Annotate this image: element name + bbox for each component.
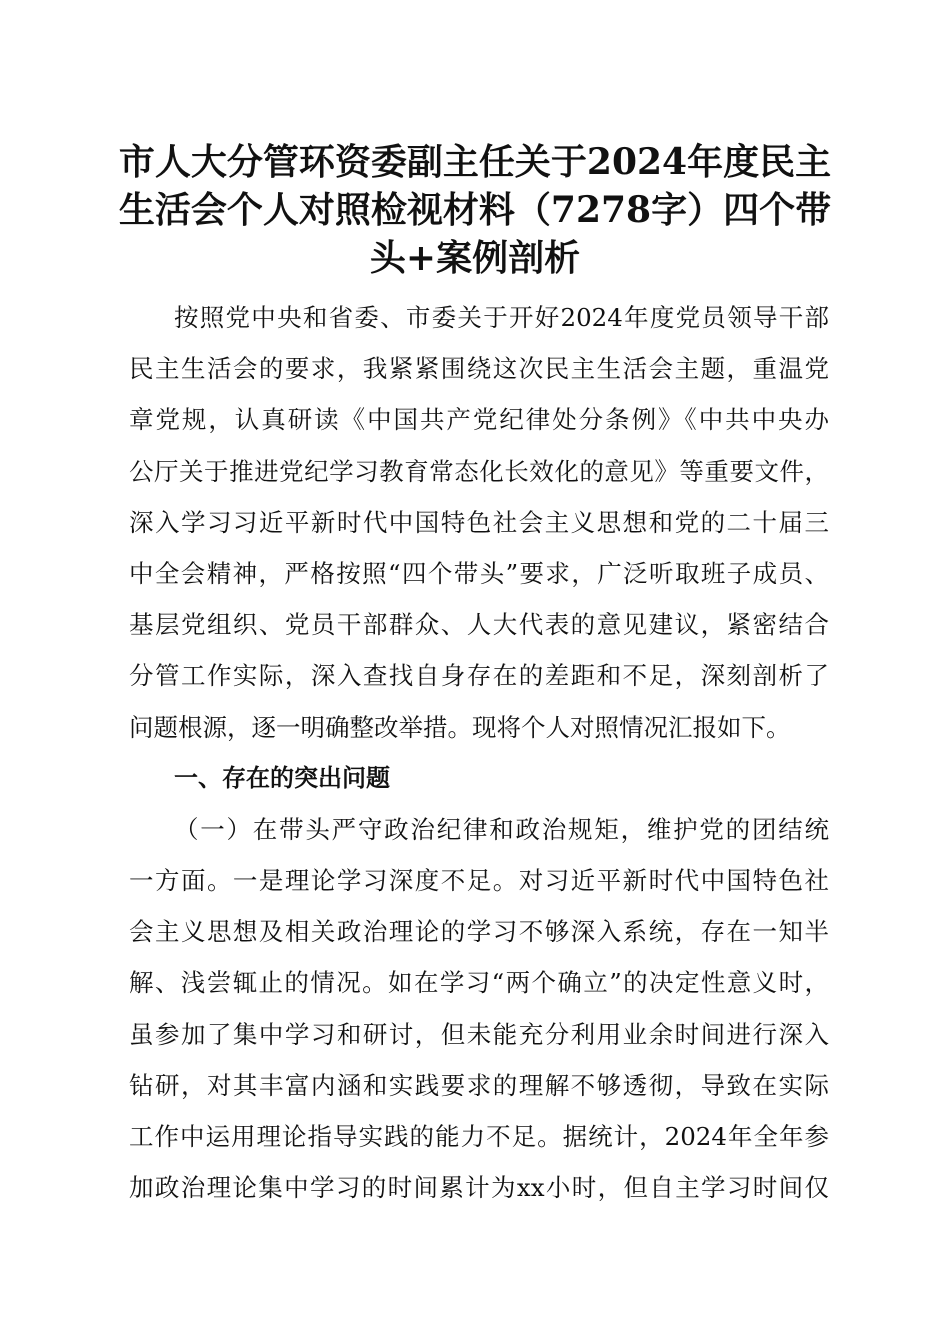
section-line: 一方面。一是理论学习深度不足。对习近平新时代中国特色社 [129,866,829,896]
section-line: （一）在带头严守政治纪律和政治规矩，维护党的团结统 [174,814,829,844]
section-line: 工作中运用理论指导实践的能力不足。据统计，2024年全年参 [129,1122,829,1151]
intro-line: 按照党中央和省委、市委关于开好2024年度党员领导干部 [174,303,829,332]
section-line: 加政治理论集中学习的时间累计为xx小时，但自主学习时间仅 [129,1173,829,1203]
document-body [129,292,829,1213]
section-line: 解、浅尝辄止的情况。如在学习“两个确立”的决定性意义时， [129,968,829,998]
intro-line: 章党规，认真研读《中国共产党纪律处分条例》《中共中央办 [129,405,829,435]
title-line: 头+案例剖析 [369,237,581,279]
section-heading: 一、存在的突出问题 [174,763,390,792]
section-line: 虽参加了集中学习和研讨，但未能充分利用业余时间进行深入 [129,1019,829,1049]
intro-line: 中全会精神，严格按照“四个带头”要求，广泛听取班子成员、 [129,558,829,588]
intro-line: 基层党组织、党员干部群众、人大代表的意见建议，紧密结合 [129,610,829,640]
document-title [100,138,850,282]
section-line: 会主义思想及相关政治理论的学习不够深入系统，存在一知半 [129,917,829,947]
section-line: 钻研，对其丰富内涵和实践要求的理解不够透彻，导致在实际 [129,1070,829,1100]
intro-line: 分管工作实际，深入查找自身存在的差距和不足，深刻剖析了 [129,661,829,691]
intro-line: 公厅关于推进党纪学习教育常态化长效化的意见》等重要文件， [129,456,829,486]
title-line: 生活会个人对照检视材料（7278字）四个带 [118,189,832,231]
intro-line: 问题根源，逐一明确整改举措。现将个人对照情况汇报如下。 [129,712,791,742]
intro-line: 深入学习习近平新时代中国特色社会主义思想和党的二十届三 [129,507,829,537]
intro-line: 民主生活会的要求，我紧紧围绕这次民主生活会主题，重温党 [129,354,829,384]
title-line: 市人大分管环资委副主任关于2024年度民主 [118,141,832,183]
